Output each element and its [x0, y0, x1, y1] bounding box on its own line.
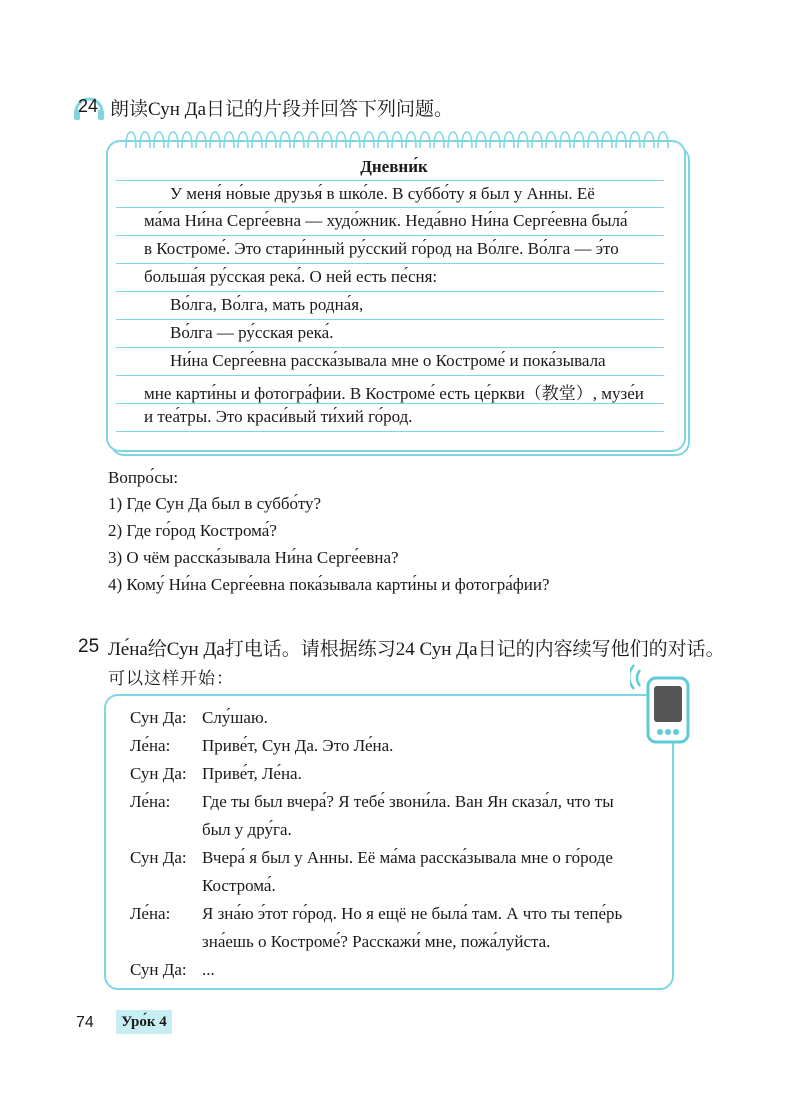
- diary-line: ма́ма Ни́на Серге́евна — худо́жник. Неда́вно Ни́на Серге́евна была́: [144, 211, 628, 230]
- dialogue-speaker: Сун Да:: [130, 764, 187, 783]
- lesson-badge: Уро́к 4: [116, 1010, 172, 1034]
- exercise-24-number: 24: [72, 90, 106, 124]
- dialogue-line: Слу́шаю.: [202, 708, 268, 727]
- diary-line: Во́лга, Во́лга, мать родна́я,: [170, 295, 364, 314]
- exercise-24-instruction: 朗读Сун Да日记的片段并回答下列问题。: [110, 99, 454, 120]
- ruled-line: [116, 375, 664, 376]
- dialogue-line: Приве́т, Ле́на.: [202, 764, 302, 783]
- question-item: 4) Кому́ Ни́на Серге́евна пока́зывала карти́ны и фотогра́фии?: [108, 575, 550, 594]
- question-item: 2) Где го́род Кострома́?: [108, 521, 277, 540]
- diary-line: больша́я ру́сская река́. О ней есть пе́сня:: [144, 267, 438, 286]
- dialogue-line: Кострома́.: [202, 876, 276, 895]
- dialogue-line: зна́ешь о Костроме́? Расскажи́ мне, пожа́луйста.: [202, 932, 551, 951]
- dialogue-speaker: Ле́на:: [130, 736, 171, 755]
- exercise-25-instruction: Ле́на给Сун Да打电话。请根据练习24 Сун Да日记的内容续写他们的对话。: [108, 639, 725, 660]
- ruled-line: [116, 319, 664, 320]
- dialogue-line: Вчера́ я был у Анны. Её ма́ма расска́зывала мне о го́роде: [202, 848, 613, 867]
- dialogue-speaker: Сун Да:: [130, 848, 187, 867]
- exercise-25-subtitle: 可以这样开始：: [108, 669, 234, 688]
- ruled-line: [116, 347, 664, 348]
- mobile-phone-icon: [630, 664, 694, 744]
- questions-label: Вопро́сы:: [108, 468, 179, 487]
- dialogue-line: был у дру́га.: [202, 820, 292, 839]
- dialogue-line: Приве́т, Сун Да. Это Ле́на.: [202, 736, 394, 755]
- page-number: 74: [76, 1014, 94, 1031]
- diary-line: в Костроме́. Это стари́нный ру́сский го́род на Во́лге. Во́лга — э́то: [144, 239, 619, 258]
- diary-line: и теа́тры. Это краси́вый ти́хий го́род.: [144, 407, 413, 426]
- ruled-line: [116, 207, 664, 208]
- exercise-25-number: 25: [78, 636, 100, 657]
- question-item: 3) О чём расска́зывала Ни́на Серге́евна?: [108, 548, 399, 567]
- diary-line: У меня́ но́вые друзья́ в шко́ле. В суббо́ту я был у Анны. Её: [170, 184, 595, 203]
- diary-title: Дневни́к: [360, 157, 428, 176]
- diary-line: Во́лга — ру́сская река́.: [170, 323, 334, 342]
- ruled-line: [116, 431, 664, 432]
- dialogue-speaker: Ле́на:: [130, 904, 171, 923]
- ruled-line: [116, 291, 664, 292]
- dialogue-line: Я зна́ю э́тот го́род. Но я ещё не была́ там. А что ты тепе́рь: [202, 904, 623, 923]
- ruled-line: [116, 235, 664, 236]
- dialogue-speaker: Сун Да:: [130, 960, 187, 979]
- dialogue-speaker: Сун Да:: [130, 708, 187, 727]
- dialogue-line: ...: [202, 960, 215, 979]
- dialogue-speaker: Ле́на:: [130, 792, 171, 811]
- diary-line: мне карти́ны и фотогра́фии. В Костроме́ есть це́ркви（教堂）, музе́и: [144, 384, 644, 403]
- question-item: 1) Где Сун Да был в суббо́ту?: [108, 494, 322, 513]
- dialogue-line: Где ты был вчера́? Я тебе́ звони́ла. Ван Ян сказа́л, что ты: [202, 792, 614, 811]
- spiral-binding-icon: [120, 128, 676, 150]
- diary-line: Ни́на Серге́евна расска́зывала мне о Костроме́ и пока́зывала: [170, 351, 606, 370]
- ruled-line: [116, 263, 664, 264]
- ruled-line: [116, 180, 664, 181]
